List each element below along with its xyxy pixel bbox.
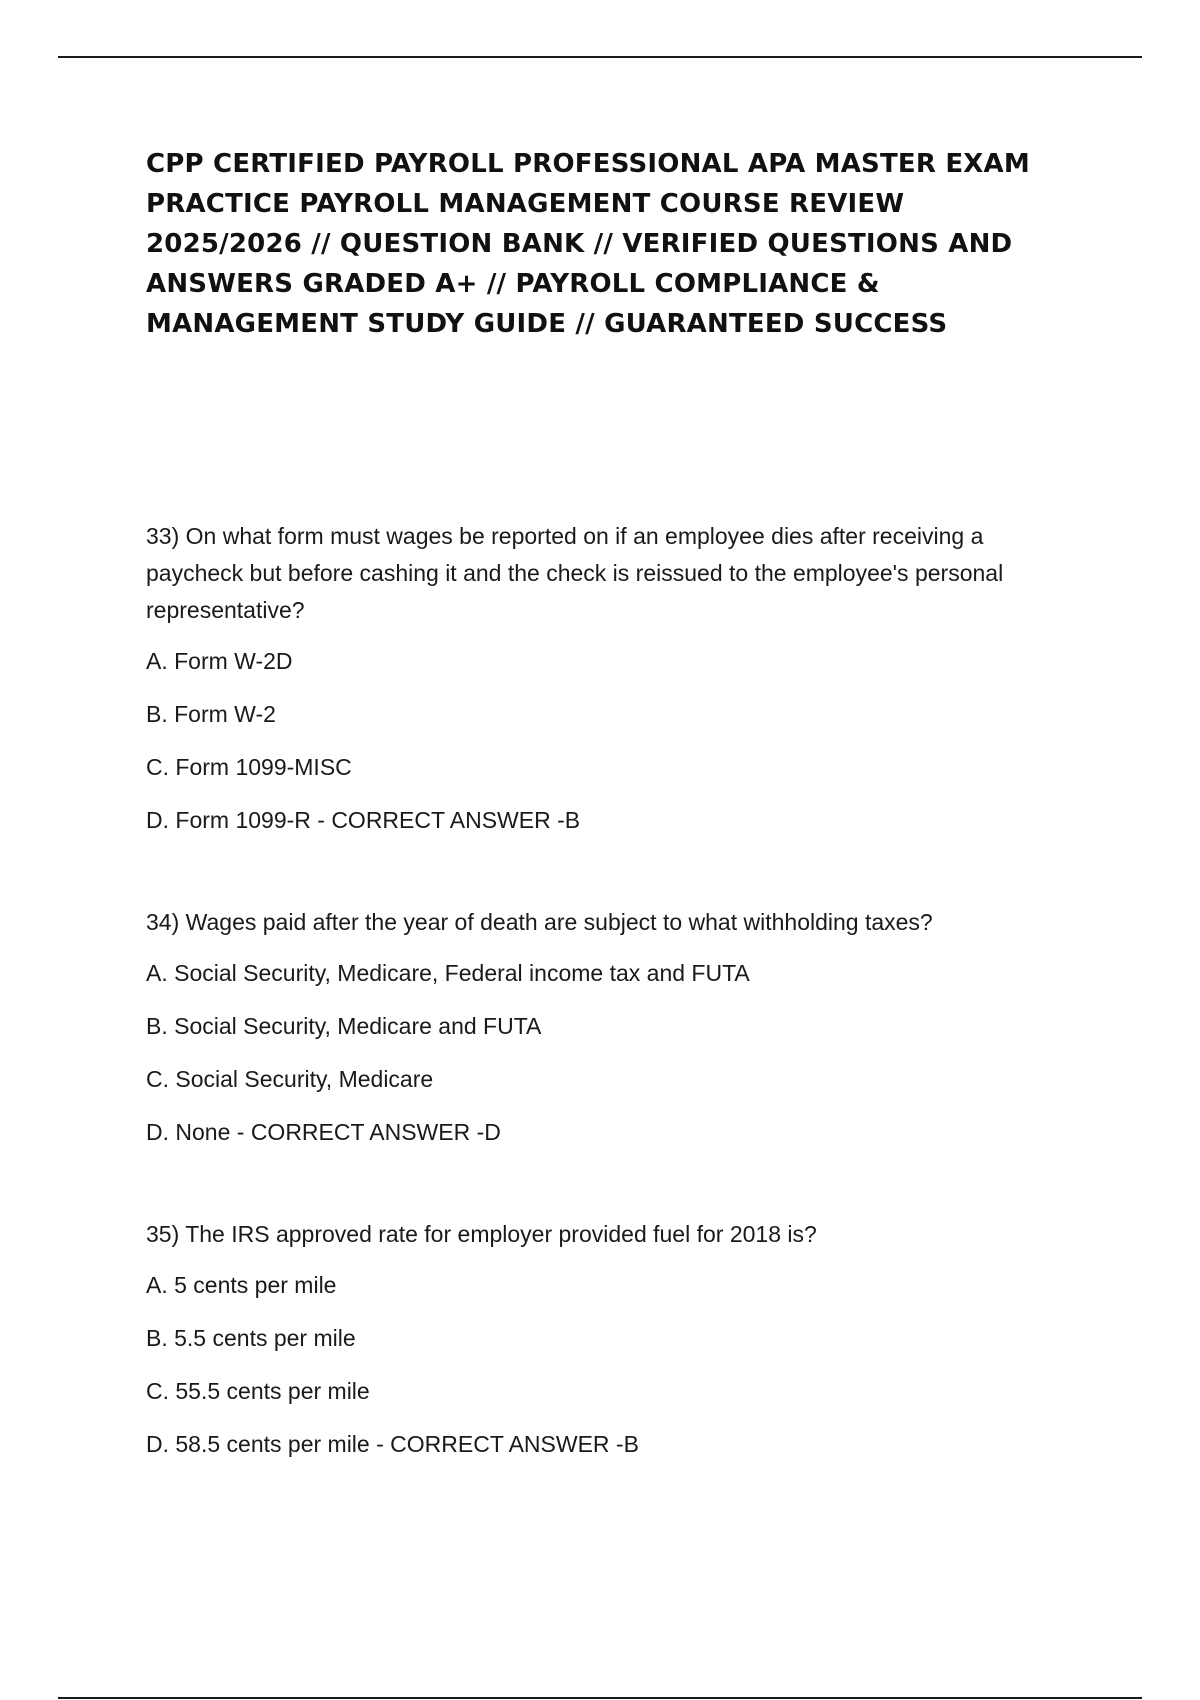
answer-option: A. Form W-2D	[146, 648, 293, 674]
question-text: 34) Wages paid after the year of death are subject to what withholding taxes?	[146, 909, 933, 935]
answer-option: B. 5.5 cents per mile	[146, 1325, 356, 1351]
question-35	[146, 1216, 1076, 1463]
answer-option: C. Form 1099-MISC	[146, 754, 352, 780]
document-title: CPP CERTIFIED PAYROLL PROFESSIONAL APA MASTER EXAM PRACTICE PAYROLL MANAGEMENT COURSE REVIEW 2025/2026 // QUESTION BANK // VERIFIED QUESTIONS AND ANSWERS GRADED A+ // PAYROLL COMPLIANCE & MANAGEMENT STUDY GUIDE // GUARANTEED SUCCESS	[146, 149, 1030, 339]
question-text: 33) On what form must wages be reported on if an employee dies after receiving a paycheck but before cashing it and the check is reissued to the employee's personal representative?	[146, 523, 1004, 623]
answer-option: C. 55.5 cents per mile	[146, 1378, 370, 1404]
question-33	[146, 518, 1076, 839]
bottom-divider	[58, 1697, 1142, 1699]
answer-option: A. Social Security, Medicare, Federal income tax and FUTA	[146, 960, 750, 986]
answer-option: D. Form 1099-R - CORRECT ANSWER -B	[146, 807, 581, 833]
answer-option: A. 5 cents per mile	[146, 1272, 337, 1298]
answer-option: D. None - CORRECT ANSWER -D	[146, 1119, 501, 1145]
top-divider	[58, 56, 1142, 58]
question-text: 35) The IRS approved rate for employer provided fuel for 2018 is?	[146, 1221, 817, 1247]
answer-option: B. Social Security, Medicare and FUTA	[146, 1013, 542, 1039]
answer-option: C. Social Security, Medicare	[146, 1066, 434, 1092]
answer-option: B. Form W-2	[146, 701, 276, 727]
question-list	[146, 518, 1076, 1528]
answer-option: D. 58.5 cents per mile - CORRECT ANSWER -B	[146, 1431, 639, 1457]
question-34	[146, 904, 1076, 1151]
